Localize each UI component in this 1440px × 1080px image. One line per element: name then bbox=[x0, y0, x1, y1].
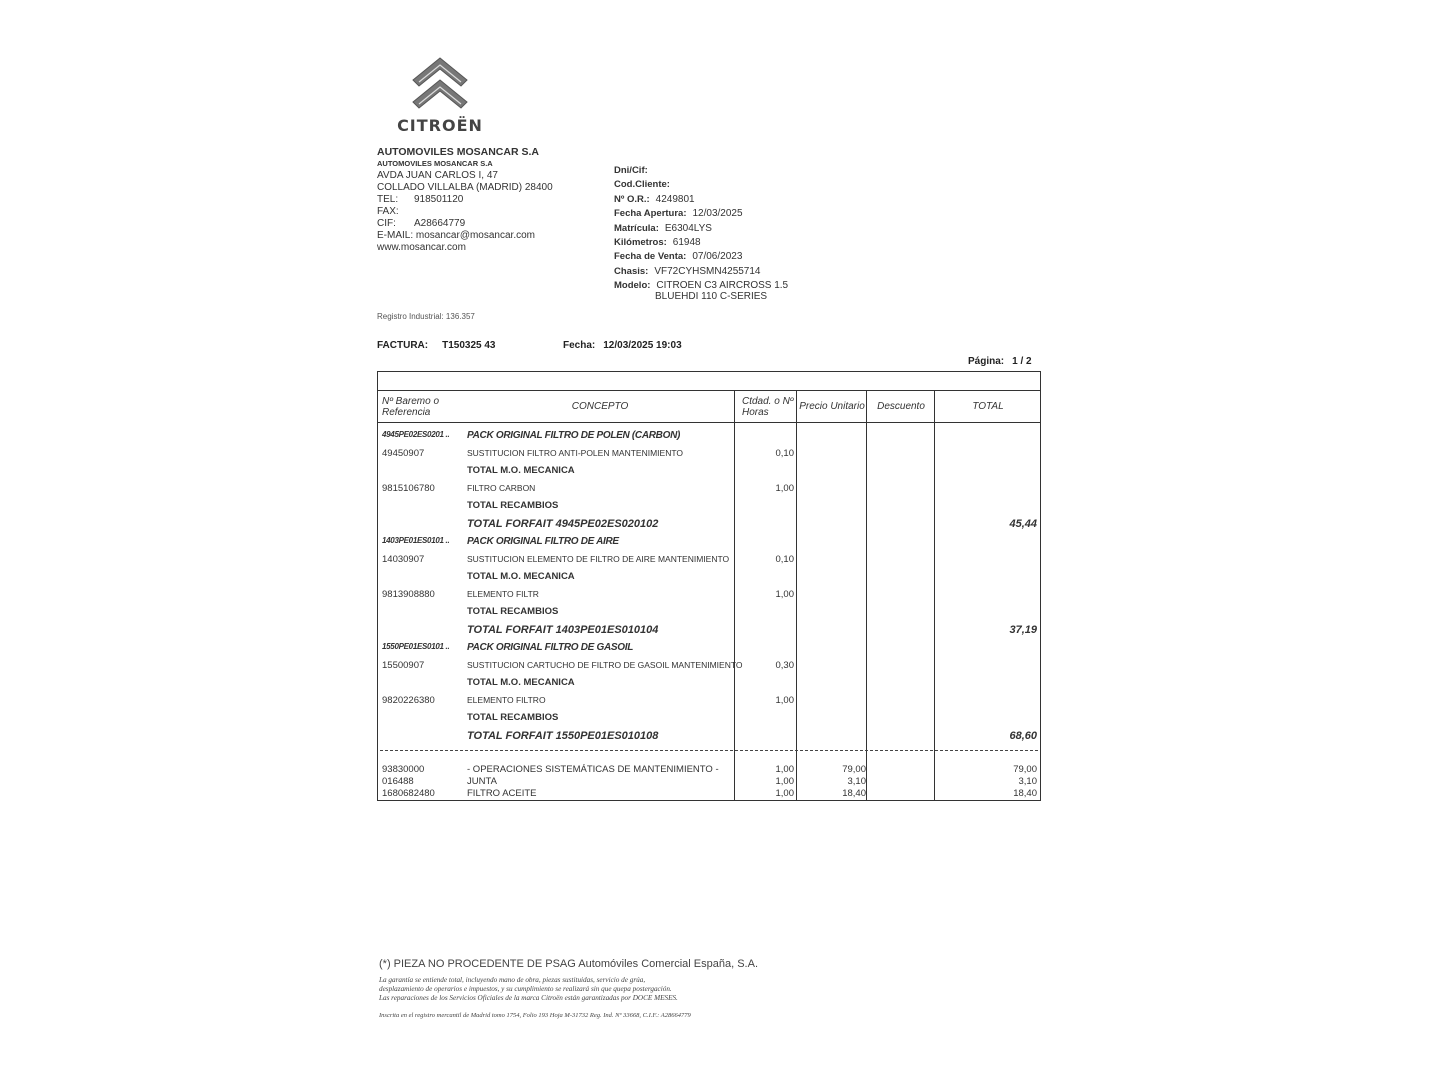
item-concepto: FILTRO CARBON bbox=[467, 483, 536, 493]
company-address1: AVDA JUAN CARLOS I, 47 bbox=[377, 170, 498, 181]
item-qty: 1,00 bbox=[775, 589, 794, 600]
forfait-label: TOTAL FORFAIT 1550PE01ES010108 bbox=[467, 730, 659, 742]
invoice-date: Fecha: 12/03/2025 19:03 bbox=[563, 340, 682, 351]
registro-industrial: Registro Industrial: 136.357 bbox=[377, 312, 475, 321]
line-price: 3,10 bbox=[847, 776, 866, 787]
or-row: Nº O.R.: 4249801 bbox=[614, 193, 695, 205]
dni-row: Dni/Cif: bbox=[614, 165, 648, 176]
forfait-label: TOTAL FORFAIT 4945PE02ES020102 bbox=[467, 518, 659, 530]
subtotal-label: TOTAL RECAMBIOS bbox=[467, 712, 559, 723]
header-descuento: Descuento bbox=[877, 401, 925, 412]
pack-title: PACK ORIGINAL FILTRO DE AIRE bbox=[467, 536, 619, 547]
item-qty: 1,00 bbox=[775, 695, 794, 706]
company-web: www.mosancar.com bbox=[377, 242, 466, 253]
header-precio: Precio Unitario bbox=[799, 401, 865, 412]
page-number: Página: 1 / 2 bbox=[968, 356, 1032, 367]
header-ref: Nº Baremo o Referencia bbox=[382, 395, 440, 418]
item-ref: 49450907 bbox=[382, 448, 425, 459]
modelo-row-2: BLUEHDI 110 C-SERIES bbox=[655, 290, 768, 302]
forfait-total: 45,44 bbox=[1009, 518, 1037, 530]
item-concepto: SUSTITUCION FILTRO ANTI-POLEN MANTENIMIENTO bbox=[467, 448, 683, 458]
item-qty: 0,10 bbox=[775, 554, 794, 565]
item-ref: 9815106780 bbox=[382, 483, 435, 494]
item-ref: 9813908880 bbox=[382, 589, 435, 600]
invoice-table bbox=[377, 371, 1041, 801]
warranty-text bbox=[379, 976, 758, 1003]
company-tel: TEL: 918501120 bbox=[377, 194, 464, 205]
line-total: 3,10 bbox=[1018, 776, 1037, 787]
company-name: AUTOMOVILES MOSANCAR S.A bbox=[377, 146, 539, 158]
line-price: 79,00 bbox=[842, 764, 866, 775]
brand-logo bbox=[388, 52, 492, 135]
forfait-label: TOTAL FORFAIT 1403PE01ES010104 bbox=[467, 624, 659, 636]
item-ref: 9820226380 bbox=[382, 695, 435, 706]
item-qty: 0,10 bbox=[775, 448, 794, 459]
pack-ref: 1403PE01ES0101 .. bbox=[382, 536, 450, 545]
item-qty: 0,30 bbox=[775, 660, 794, 671]
subtotal-label: TOTAL M.O. MECANICA bbox=[467, 571, 575, 582]
company-name-small: AUTOMOVILES MOSANCAR S.A bbox=[377, 159, 493, 168]
venta-row: Fecha de Venta: 07/06/2023 bbox=[614, 251, 743, 263]
line-qty: 1,00 bbox=[775, 788, 794, 799]
company-cif: CIF: A28664779 bbox=[377, 218, 466, 229]
client-row: Cod.Cliente: bbox=[614, 179, 670, 191]
pack-title: PACK ORIGINAL FILTRO DE GASOIL bbox=[467, 642, 634, 653]
pack-ref: 1550PE01ES0101 .. bbox=[382, 642, 450, 651]
header-cantidad: Ctdad. o Nº Horas bbox=[742, 395, 794, 418]
modelo-row: Modelo: CITROEN C3 AIRCROSS 1.5 bbox=[614, 280, 789, 292]
item-concepto: SUSTITUCION CARTUCHO DE FILTRO DE GASOIL MANTENIMIENTO bbox=[467, 660, 743, 670]
line-concepto: FILTRO ACEITE bbox=[467, 788, 537, 799]
matricula-row: Matrícula: E6304LYS bbox=[614, 222, 712, 234]
table-header bbox=[378, 390, 1040, 423]
subtotal-label: TOTAL RECAMBIOS bbox=[467, 500, 559, 511]
factura-number: FACTURA: T150325 43 bbox=[377, 340, 496, 351]
column-divider bbox=[734, 390, 735, 800]
line-price: 18,40 bbox=[842, 788, 866, 799]
line-qty: 1,00 bbox=[775, 764, 794, 775]
line-concepto: - OPERACIONES SISTEMÁTICAS DE MANTENIMIENTO - bbox=[467, 764, 719, 775]
pack-ref: 4945PE02ES0201 .. bbox=[382, 430, 450, 439]
vehicle-info bbox=[614, 164, 788, 304]
item-concepto: SUSTITUCION ELEMENTO DE FILTRO DE AIRE MANTENIMIENTO bbox=[467, 554, 730, 564]
item-concepto: ELEMENTO FILTR bbox=[467, 589, 539, 599]
footer bbox=[379, 958, 758, 1019]
company-info bbox=[377, 146, 553, 254]
line-ref: 93830000 bbox=[382, 764, 425, 775]
warranty-line: Las reparaciones de los Servicios Oficiales de la marca Citroën están garantizadas por DOCE MESES. bbox=[379, 994, 678, 1002]
warranty-line: desplazamiento de operarios e impuestos, y su cumplimiento se realizará sin que quepa postergación. bbox=[379, 985, 672, 993]
item-ref: 15500907 bbox=[382, 660, 425, 671]
apertura-row: Fecha Apertura: 12/03/2025 bbox=[614, 208, 743, 220]
item-concepto: ELEMENTO FILTRO bbox=[467, 695, 546, 705]
item-qty: 1,00 bbox=[775, 483, 794, 494]
brand-name: CITROËN bbox=[397, 116, 483, 135]
line-ref: 1680682480 bbox=[382, 788, 435, 799]
line-total: 79,00 bbox=[1013, 764, 1037, 775]
column-divider bbox=[934, 390, 935, 800]
pack-title: PACK ORIGINAL FILTRO DE POLEN (CARBON) bbox=[467, 430, 681, 441]
chasis-row: Chasis: VF72CYHSMN4255714 bbox=[614, 265, 761, 277]
line-total: 18,40 bbox=[1013, 788, 1037, 799]
dashed-separator bbox=[380, 750, 1038, 751]
km-row: Kilómetros: 61948 bbox=[614, 237, 701, 249]
column-divider bbox=[866, 390, 867, 800]
line-concepto: JUNTA bbox=[467, 776, 497, 787]
item-ref: 14030907 bbox=[382, 554, 425, 565]
line-qty: 1,00 bbox=[775, 776, 794, 787]
forfait-total: 68,60 bbox=[1009, 730, 1037, 742]
subtotal-label: TOTAL M.O. MECANICA bbox=[467, 677, 575, 688]
subtotal-label: TOTAL RECAMBIOS bbox=[467, 606, 559, 617]
column-divider bbox=[796, 390, 797, 800]
line-ref: 016488 bbox=[382, 776, 414, 787]
header-total: TOTAL bbox=[972, 401, 1004, 412]
warranty-line: La garantía se entiende total, incluyendo mano de obra, piezas sustituidas, servicio de grúa, bbox=[379, 976, 646, 984]
header-concepto: CONCEPTO bbox=[571, 401, 629, 412]
registry-text: Inscrita en el registro mercantil de Madrid tomo 1754, Folio 193 Hoja M-31732 Reg. Ind. Nº 33668, C.I.F.: A28664779 bbox=[379, 1012, 691, 1019]
company-fax: FAX: bbox=[377, 206, 399, 217]
company-email: E-MAIL: mosancar@mosancar.com bbox=[377, 230, 535, 241]
footer-note: (*) PIEZA NO PROCEDENTE DE PSAG Automóviles Comercial España, S.A. bbox=[379, 958, 759, 970]
subtotal-label: TOTAL M.O. MECANICA bbox=[467, 465, 575, 476]
forfait-total: 37,19 bbox=[1009, 624, 1037, 636]
citroen-chevrons-icon bbox=[409, 52, 471, 114]
company-address2: COLLADO VILLALBA (MADRID) 28400 bbox=[377, 182, 553, 193]
